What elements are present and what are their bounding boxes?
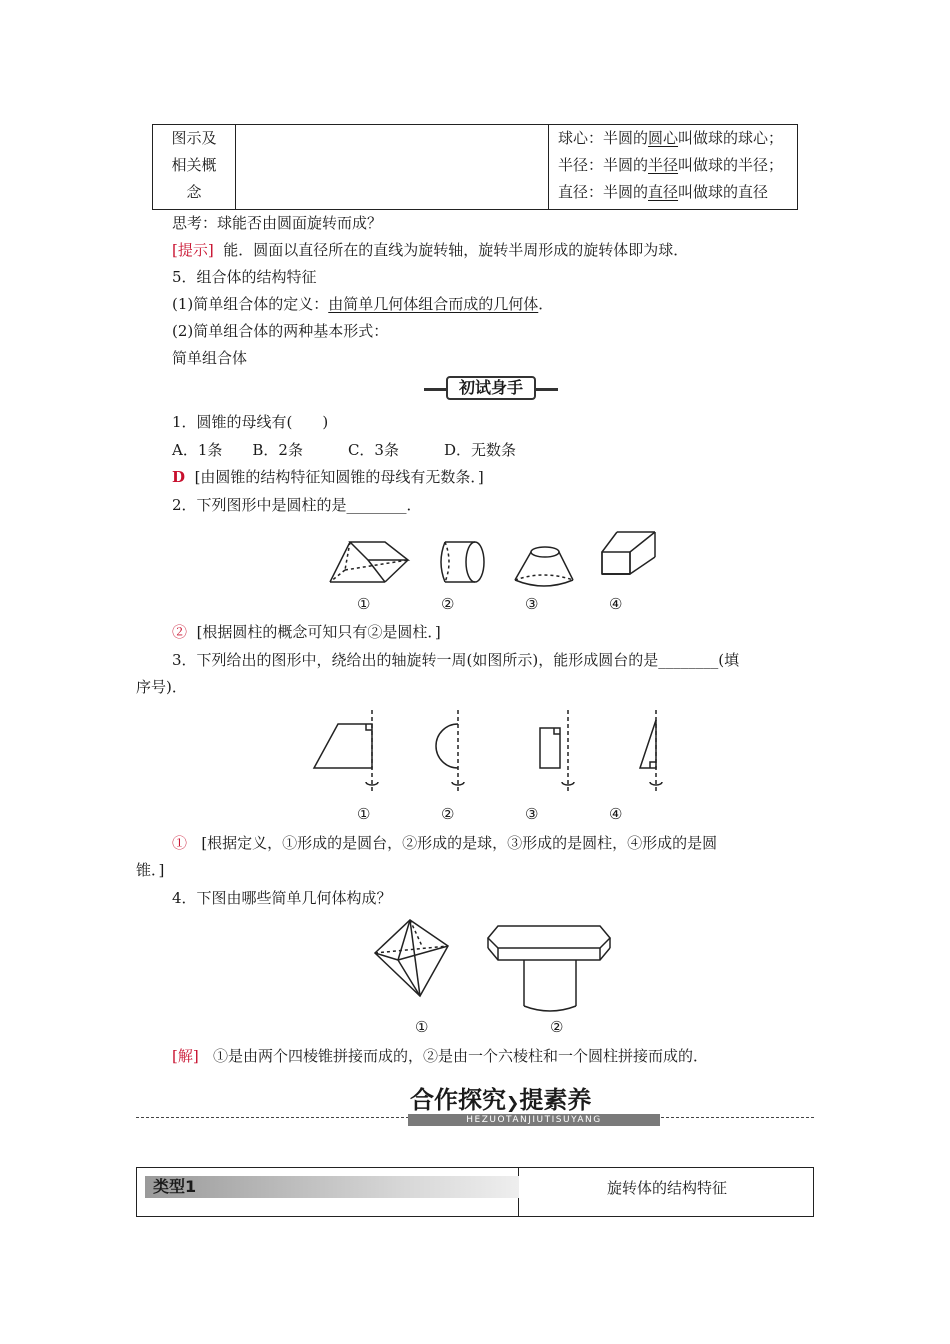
- q3-label-3: ③: [525, 805, 539, 823]
- banner-title: 初试身手: [446, 376, 536, 400]
- section-5-definition: (1)简单组合体的定义：由简单几何体组合而成的几何体．: [172, 295, 554, 313]
- hint-line: [172, 240, 688, 260]
- trial-banner: [424, 376, 558, 402]
- question-1: 1．圆锥的母线有( ): [172, 413, 329, 431]
- type-label-strip: [145, 1176, 519, 1198]
- trapezoid-axis-figure: [314, 710, 378, 792]
- type-label-cell: [137, 1168, 519, 1216]
- semicircle-axis-figure: [436, 710, 464, 792]
- q3-label-4: ④: [609, 805, 623, 823]
- answer-explanation: [根据圆柱的概念可知只有②是圆柱．]: [196, 623, 441, 641]
- q2-label-2: ②: [441, 595, 455, 613]
- definition-diameter: 直径：半圆的直径叫做球的直径: [558, 183, 769, 201]
- hexprism-cylinder-figure: [488, 926, 610, 1011]
- cylinder-figure: [441, 542, 484, 582]
- question-4-answer: [172, 1046, 708, 1066]
- answer-explanation: [由圆锥的结构特征知圆锥的母线有无数条．]: [194, 468, 484, 486]
- think-question: 思考：球能否由圆面旋转而成？: [172, 214, 383, 232]
- q4-figures: [370, 918, 620, 1018]
- answer-letter: D: [172, 468, 186, 486]
- hint-tag: [提示]: [172, 241, 214, 259]
- solution-tag: [解]: [172, 1047, 199, 1065]
- answer-explanation: [根据定义，①形成的是圆台，②形成的是球，③形成的是圆柱，④形成的是圆: [201, 834, 718, 852]
- table-header-cell: [153, 125, 236, 209]
- q2-label-4: ④: [609, 595, 623, 613]
- table-definition-cell: [558, 125, 783, 206]
- question-3-line-1: 3．下列给出的图形中，绕给出的轴旋转一周(如图所示)，能形成圆台的是________(填: [172, 651, 740, 669]
- definition-radius: 半径：半圆的半径叫做球的半径；: [558, 156, 784, 174]
- question-1-options: A．1条 B．2条 C．3条 D．无数条: [172, 441, 516, 459]
- type-title: 旋转体的结构特征: [606, 1179, 727, 1197]
- section-5-forms: (2)简单组合体的两种基本形式：: [172, 322, 389, 340]
- definition-center: 球心：半圆的圆心叫做球的球心；: [558, 129, 784, 147]
- table-header-line: 念: [186, 183, 202, 201]
- prism-figure: [602, 532, 655, 574]
- question-4: 4．下图由哪些简单几何体构成？: [172, 889, 392, 907]
- rectangle-axis-figure: [540, 710, 574, 792]
- q2-label-1: ①: [357, 595, 371, 613]
- section-5-simple: 简单组合体: [172, 349, 248, 367]
- cooperative-exploration-banner: [0, 1080, 950, 1130]
- q3-label-1: ①: [357, 805, 371, 823]
- type-label: 类型1: [153, 1177, 197, 1196]
- q4-label-2: ②: [550, 1018, 564, 1036]
- section-5-title: 5．组合体的结构特征: [172, 268, 317, 286]
- solution-text: ①是由两个四棱锥拼接而成的，②是由一个六棱柱和一个圆柱拼接而成的．: [213, 1047, 709, 1065]
- q3-figures: [300, 710, 680, 800]
- answer-mark: ①: [172, 834, 188, 852]
- q2-label-3: ③: [525, 595, 539, 613]
- triangle-axis-figure: [640, 710, 662, 792]
- question-2-answer: [172, 622, 441, 642]
- q3-label-2: ②: [441, 805, 455, 823]
- table-figure-cell: [236, 125, 549, 209]
- question-1-answer: [172, 467, 484, 487]
- frustum-pyramid-figure: [330, 542, 408, 582]
- table-header-line: 图示及: [171, 129, 217, 147]
- q4-label-1: ①: [415, 1018, 429, 1036]
- answer-mark: ②: [172, 623, 188, 641]
- banner-subtitle: HEZUOTANJIUTISUYANG: [408, 1114, 660, 1126]
- q2-figures: [320, 522, 670, 592]
- question-3-answer-line-2: 锥．]: [136, 861, 165, 879]
- type-heading-box: [136, 1167, 814, 1217]
- banner-title: 合作探究❯提素养: [410, 1086, 592, 1114]
- question-3-answer-line-1: [172, 833, 717, 853]
- table-header-line: 相关概: [171, 156, 217, 174]
- chevron-right-icon: ❯: [506, 1093, 520, 1112]
- frustum-cone-figure: [515, 547, 573, 586]
- octahedron-figure: [375, 920, 448, 996]
- sphere-concept-table: [152, 124, 798, 210]
- hint-text: 能．圆面以直径所在的直线为旋转轴，旋转半周形成的旋转体即为球．: [223, 241, 689, 259]
- question-2: 2．下列图形中是圆柱的是________．: [172, 496, 422, 514]
- question-3-line-2: 序号)．: [136, 678, 187, 696]
